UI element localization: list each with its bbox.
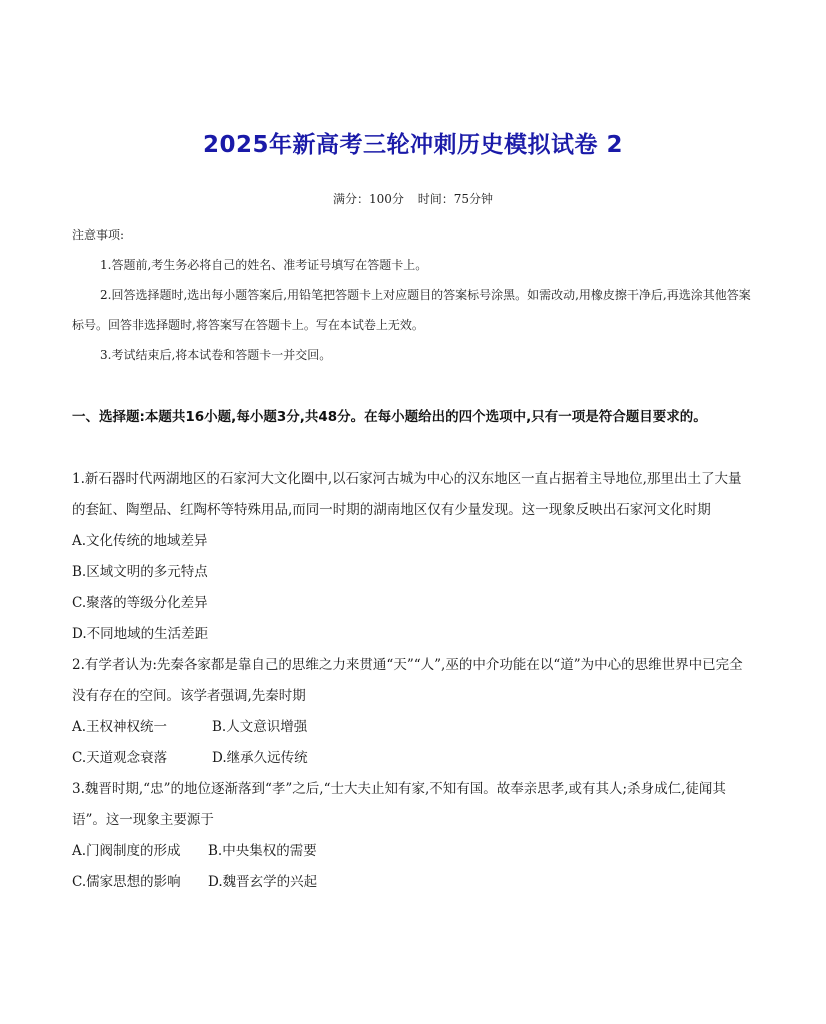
exam-meta (0, 190, 826, 207)
option-a: A.王权神权统一 (72, 719, 168, 735)
question-stem: 3.魏晋时期,“忠”的地位逐渐落到“孝”之后,“士大夫止知有家,不知有国。故奉亲思孝,或有其人;杀身成仁,徒闻其语”。这一现象主要源于 (72, 781, 726, 828)
page-title: 2025年新高考三轮冲刺历史模拟试卷 2 (202, 132, 624, 158)
question-stem: 1.新石器时代两湖地区的石家河大文化圈中,以石家河古城为中心的汉东地区一直占据着主导地位,那里出土了大量的套缸、陶塑品、红陶杯等特殊用品,而同一时期的湖南地区仅有少量发现。这一现象反映出石家河文化时期 (72, 471, 742, 518)
time-info: 时间：75分钟 (417, 192, 493, 206)
option-d: D.不同地域的生活差距 (72, 626, 209, 642)
notes-block (72, 220, 754, 370)
option-b: B.中央集权的需要 (208, 843, 317, 859)
option-c: C.儒家思想的影响 (72, 874, 181, 890)
option-row (72, 712, 754, 743)
score-info: 满分：100分 (332, 192, 404, 206)
option-c: C.聚落的等级分化差异 (72, 595, 208, 611)
question-3 (72, 774, 754, 898)
notes-heading: 注意事项: (72, 228, 125, 242)
option-b: B.人文意识增强 (212, 719, 308, 735)
note-item: 1.答题前,考生务必将自己的姓名、准考证号填写在答题卡上。 (100, 258, 428, 272)
option-row (72, 836, 754, 867)
section-heading: 一、选择题:本题共16小题,每小题3分,共48分。在每小题给出的四个选项中,只有一项是符合题目要求的。 (72, 409, 707, 425)
question-stem: 2.有学者认为:先秦各家都是靠自己的思维之力来贯通“天”“人”,巫的中介功能在以“道”为中心的思维世界中已完全没有存在的空间。该学者强调,先秦时期 (72, 657, 743, 704)
question-2 (72, 650, 754, 774)
option-d: D.魏晋玄学的兴起 (208, 874, 318, 890)
option-row (72, 867, 754, 898)
note-item: 2.回答选择题时,选出每小题答案后,用铅笔把答题卡上对应题目的答案标号涂黑。如需改动,用橡皮擦干净后,再选涂其他答案标号。回答非选择题时,将答案写在答题卡上。写在本试卷上无效。 (72, 288, 751, 332)
option-a: A.文化传统的地域差异 (72, 533, 208, 549)
option-c: C.天道观念衰落 (72, 750, 168, 766)
option-d: D.继承久远传统 (212, 750, 308, 766)
question-1 (72, 464, 754, 650)
option-b: B.区域文明的多元特点 (72, 564, 208, 580)
question-list (72, 464, 754, 898)
note-item: 3.考试结束后,将本试卷和答题卡一并交回。 (100, 348, 332, 362)
option-a: A.门阀制度的形成 (72, 843, 181, 859)
option-row (72, 743, 754, 774)
